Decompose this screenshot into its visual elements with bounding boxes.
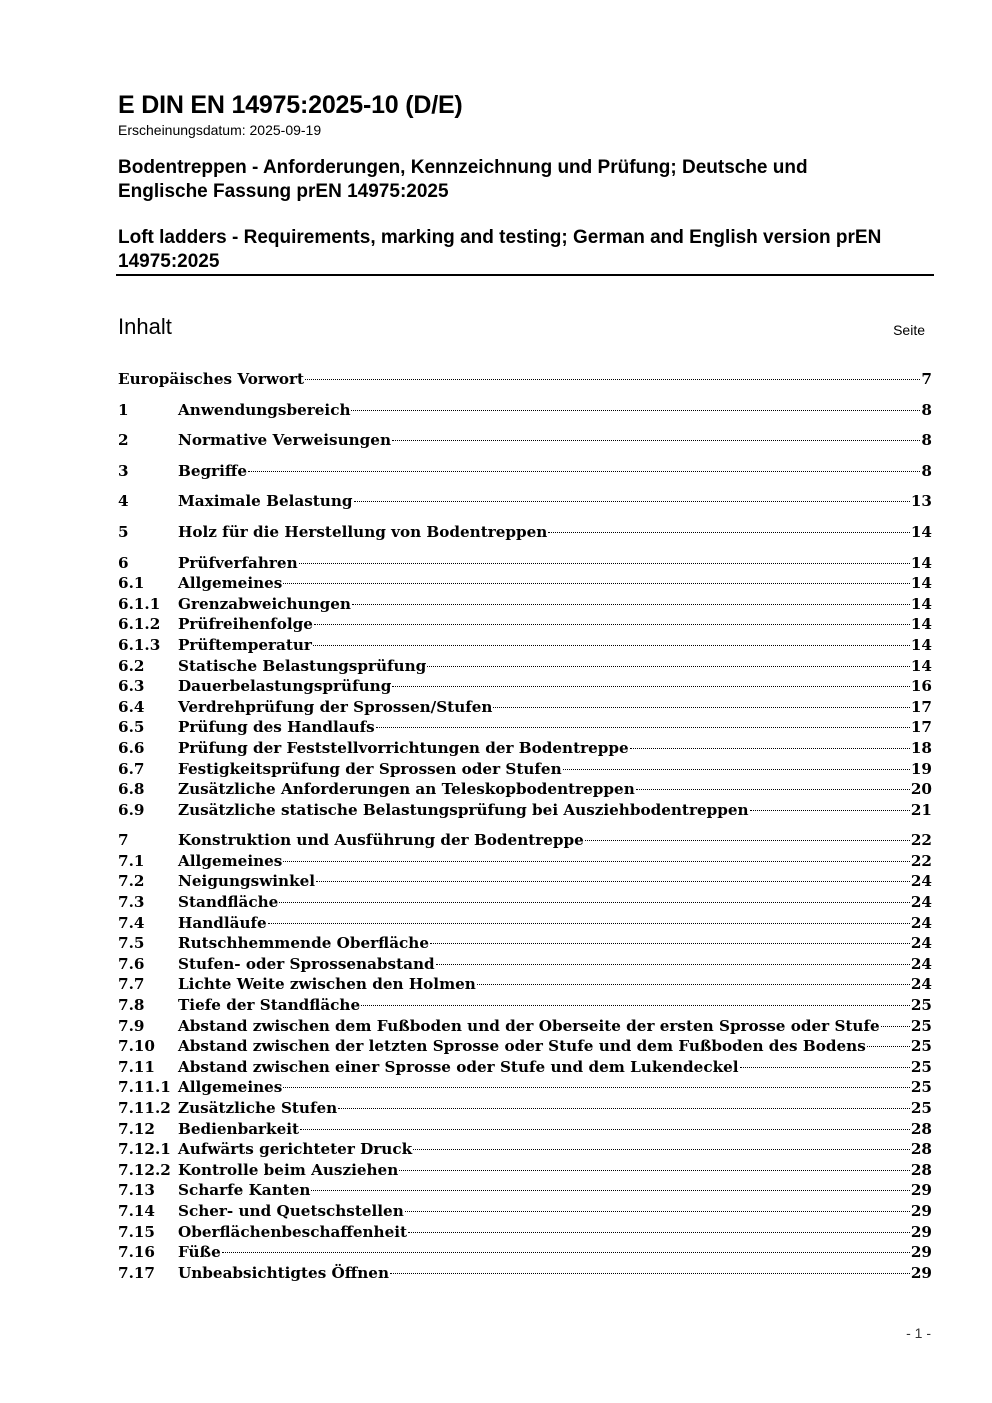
- toc-entry-number: 6.1.1: [118, 594, 161, 613]
- toc-entry-number: 7.2: [118, 872, 145, 891]
- toc-entry-number: 6.3: [118, 677, 145, 696]
- toc-entry[interactable]: [118, 635, 932, 656]
- dot-leader: [408, 1232, 910, 1233]
- toc-entry-number: 7.11.2: [118, 1099, 171, 1117]
- toc-entry-number: 7.3: [118, 893, 145, 912]
- toc-entry-title: Prüfverfahren: [178, 553, 298, 572]
- toc-entry-page: 8: [921, 400, 932, 419]
- toc-entry[interactable]: [118, 830, 932, 851]
- toc-entry[interactable]: [118, 933, 932, 954]
- page-number: - 1 -: [906, 1325, 931, 1341]
- toc-entry-page: 29: [910, 1201, 932, 1220]
- toc-entry-title: Begriffe: [178, 461, 248, 480]
- toc-entry-number: 7.11: [118, 1057, 155, 1076]
- toc-entry-number: 6.7: [118, 759, 145, 778]
- dot-leader: [313, 645, 910, 646]
- toc-entry-number: 7.7: [118, 975, 145, 994]
- toc-entry-page: 14: [910, 522, 932, 541]
- toc-entry-number: 7.15: [118, 1222, 155, 1241]
- toc-entry[interactable]: [118, 759, 932, 780]
- toc-entry-page: 16: [910, 677, 932, 696]
- toc-entry-number: 7.8: [118, 996, 145, 1015]
- toc-entry-title: Prüfung des Handlaufs: [178, 718, 375, 737]
- dot-leader: [750, 810, 910, 811]
- toc-entry-page: 14: [910, 615, 932, 634]
- toc-entry-page: 25: [910, 1057, 932, 1076]
- toc-entry[interactable]: [118, 851, 932, 872]
- dot-leader: [427, 666, 910, 667]
- toc-page-label: Seite: [893, 322, 925, 338]
- toc-entry-title: Allgemeines: [178, 1078, 283, 1097]
- dot-leader: [636, 789, 910, 790]
- toc-entry-page: 7: [921, 370, 932, 388]
- toc-entry-page: 25: [910, 996, 932, 1015]
- toc-entry[interactable]: [118, 800, 932, 821]
- dot-leader: [430, 943, 910, 944]
- toc-entry-page: 13: [910, 492, 932, 511]
- toc-entry-page: 8: [921, 461, 932, 480]
- toc-entry-title: Abstand zwischen dem Fußboden und der Oberseite der ersten Sprosse oder Stufe: [178, 1016, 880, 1035]
- dot-leader: [405, 1211, 910, 1212]
- toc-entry-title: Abstand zwischen einer Sprosse oder Stufe und dem Lukendeckel: [178, 1057, 739, 1076]
- toc-entry-page: 14: [910, 656, 932, 675]
- toc-entry-page: 29: [910, 1243, 932, 1262]
- toc-entry[interactable]: [118, 400, 932, 421]
- toc-entry-number: 5: [118, 522, 129, 541]
- toc-entry[interactable]: [118, 553, 932, 574]
- toc-entry-title: Allgemeines: [178, 574, 283, 593]
- toc-entry-title: Allgemeines: [178, 851, 283, 870]
- toc-entry-title: Zusätzliche statische Belastungsprüfung bei Ausziehbodentreppen: [178, 800, 749, 819]
- toc-entry-number: 6.2: [118, 656, 145, 675]
- toc-entry-number: 4: [118, 492, 129, 511]
- toc-entry-page: 25: [910, 1078, 932, 1097]
- dot-leader: [436, 964, 910, 965]
- toc-entry-title: Prüfreihenfolge: [178, 615, 313, 634]
- toc-entry[interactable]: [118, 1119, 932, 1140]
- toc-heading: Inhalt: [118, 314, 172, 339]
- toc-entry[interactable]: [118, 738, 932, 759]
- toc-entry-title: Standfläche: [178, 893, 279, 912]
- toc-entry-page: 28: [910, 1160, 932, 1179]
- toc-entry-title: Kontrolle beim Ausziehen: [178, 1160, 399, 1179]
- toc-entry-number: 3: [118, 461, 129, 480]
- toc-entry-number: 6: [118, 553, 129, 572]
- toc-entry[interactable]: [118, 954, 932, 975]
- toc-entry-number: 7.6: [118, 954, 145, 973]
- toc-entry-title: Bedienbarkeit: [178, 1119, 300, 1138]
- dot-leader: [881, 1026, 910, 1027]
- toc-entry-title: Zusätzliche Anforderungen an Teleskopbodentreppen: [178, 780, 635, 799]
- toc-entry-number: 6.6: [118, 738, 145, 757]
- toc-entry-page: 24: [910, 934, 932, 953]
- dot-leader: [283, 1087, 909, 1088]
- toc-entry-title: Handläufe: [178, 913, 267, 932]
- toc-entry-title: Holz für die Herstellung von Bodentreppen: [178, 522, 548, 541]
- toc-entry-title: Scharfe Kanten: [178, 1181, 311, 1200]
- dot-leader: [585, 840, 910, 841]
- toc-entry[interactable]: [118, 1263, 932, 1284]
- toc-entry-number: 7.4: [118, 913, 145, 932]
- toc-entry[interactable]: [118, 522, 932, 543]
- toc-entry-number: 7.16: [118, 1243, 155, 1262]
- toc-entry[interactable]: [118, 676, 932, 697]
- toc-entry[interactable]: [118, 1016, 932, 1037]
- dot-leader: [338, 1108, 910, 1109]
- toc-entry-number: 6.8: [118, 780, 145, 799]
- toc-entry-page: 17: [910, 718, 932, 737]
- dot-leader: [316, 881, 910, 882]
- toc-entry-title: Normative Verweisungen: [178, 431, 392, 450]
- toc-entry-number: 2: [118, 431, 129, 450]
- toc-entry-page: 8: [921, 431, 932, 450]
- toc-entry-page: 20: [910, 780, 932, 799]
- toc-entry[interactable]: [118, 913, 932, 934]
- toc-entry-page: 22: [910, 851, 932, 870]
- toc-entry-title: Scher- und Quetschstellen: [178, 1201, 404, 1220]
- dot-leader: [351, 410, 920, 411]
- toc-entry-number: 7.11.1: [118, 1078, 171, 1097]
- toc-entry-page: 29: [910, 1263, 932, 1282]
- dot-leader: [300, 1129, 910, 1130]
- toc-entry-number: 6.1: [118, 574, 145, 593]
- toc-entry[interactable]: [118, 697, 932, 718]
- toc-entry[interactable]: [118, 1098, 932, 1119]
- toc-entry-title: Tiefe der Standfläche: [178, 996, 361, 1015]
- title-english: Loft ladders - Requirements, marking and testing; German and English version prEN 14975:2025: [118, 227, 882, 272]
- toc-entry-number: 7.17: [118, 1263, 155, 1282]
- toc-entry-page: 19: [910, 759, 932, 778]
- toc-entry[interactable]: [118, 430, 932, 451]
- header-divider: [116, 274, 934, 276]
- title-german: Bodentreppen - Anforderungen, Kennzeichnung und Prüfung; Deutsche und Englische Fassung prEN 14975:2025: [118, 157, 808, 202]
- dot-leader: [305, 379, 920, 380]
- dot-leader: [268, 923, 910, 924]
- dot-leader: [311, 1190, 909, 1191]
- toc-entry-title: Konstruktion und Ausführung der Bodentreppe: [178, 831, 584, 850]
- dot-leader: [493, 707, 909, 708]
- toc-entry-page: 25: [910, 1037, 932, 1056]
- toc-entry-title: Neigungswinkel: [178, 872, 316, 891]
- dot-leader: [392, 440, 920, 441]
- toc-entry-page: 21: [910, 800, 932, 819]
- toc-entry-page: 24: [910, 954, 932, 973]
- dot-leader: [867, 1046, 910, 1047]
- toc-entry-page: 29: [910, 1222, 932, 1241]
- toc-entry[interactable]: [118, 779, 932, 800]
- toc-entry-title: Abstand zwischen der letzten Sprosse oder Stufe und dem Fußboden des Bodens: [178, 1037, 866, 1056]
- document-header: [118, 90, 934, 274]
- toc-entry-number: 7.12.1: [118, 1140, 171, 1159]
- toc-entry-title: Europäisches Vorwort: [118, 370, 305, 388]
- toc-entry-number: 7.12.2: [118, 1160, 171, 1179]
- toc-entry-page: 25: [910, 1099, 932, 1117]
- toc-entry-title: Stufen- oder Sprossenabstand: [178, 954, 435, 973]
- toc-entry-page: 14: [910, 553, 932, 572]
- toc-entry[interactable]: [118, 656, 932, 677]
- toc-entry-page: 14: [910, 574, 932, 593]
- toc-entry-page: 28: [910, 1119, 932, 1138]
- toc-entry-page: 24: [910, 893, 932, 912]
- toc-entry-page: 14: [910, 594, 932, 613]
- toc-entry-number: 7.14: [118, 1201, 155, 1220]
- toc-entry[interactable]: [118, 1139, 932, 1160]
- toc-entry-title: Prüftemperatur: [178, 635, 312, 654]
- dot-leader: [283, 861, 909, 862]
- toc-entry-number: 6.9: [118, 800, 145, 819]
- toc-entry-title: Lichte Weite zwischen den Holmen: [178, 975, 476, 994]
- toc-entry-number: 7.5: [118, 934, 145, 953]
- toc-entry[interactable]: [118, 491, 932, 512]
- toc-entry-page: 25: [910, 1016, 932, 1035]
- dot-leader: [361, 1005, 910, 1006]
- dot-leader: [392, 686, 910, 687]
- toc-entry[interactable]: [118, 1222, 932, 1243]
- toc-entry-number: 1: [118, 400, 129, 419]
- toc-entry-title: Zusätzliche Stufen: [178, 1099, 338, 1117]
- toc-entry-number: 7.10: [118, 1037, 155, 1056]
- toc-entry-title: Anwendungsbereich: [178, 400, 351, 419]
- toc-entry-title: Unbeabsichtigtes Öffnen: [178, 1263, 390, 1282]
- toc-entry-page: 24: [910, 975, 932, 994]
- toc-entry-title: Statische Belastungsprüfung: [178, 656, 427, 675]
- dot-leader: [413, 1149, 910, 1150]
- toc-entry-title: Maximale Belastung: [178, 492, 353, 511]
- dot-leader: [248, 471, 920, 472]
- dot-leader: [548, 532, 910, 533]
- toc-entry-number: 6.1.3: [118, 635, 161, 654]
- document-id: E DIN EN 14975:2025-10 (D/E): [118, 91, 463, 119]
- dot-leader: [279, 902, 910, 903]
- dot-leader: [477, 984, 910, 985]
- toc-entry[interactable]: [118, 369, 932, 390]
- toc-entry-page: 28: [910, 1140, 932, 1159]
- toc-entry[interactable]: [118, 614, 932, 635]
- dot-leader: [222, 1252, 910, 1253]
- toc-entry-title: Grenzabweichungen: [178, 594, 351, 613]
- toc-entry-page: 18: [910, 738, 932, 757]
- toc-entry-title: Festigkeitsprüfung der Sprossen oder Stufen: [178, 759, 562, 778]
- toc-entry[interactable]: [118, 717, 932, 738]
- toc-entry[interactable]: [118, 995, 932, 1016]
- toc-entry[interactable]: [118, 1077, 932, 1098]
- dot-leader: [390, 1273, 910, 1274]
- toc-entry-number: 7.13: [118, 1181, 155, 1200]
- toc-entry-title: Füße: [178, 1243, 221, 1262]
- toc-entry-page: 14: [910, 635, 932, 654]
- toc-entry[interactable]: [118, 1201, 932, 1222]
- toc-entry-number: 7.9: [118, 1016, 145, 1035]
- toc-entry[interactable]: [118, 1180, 932, 1201]
- toc-entry-page: 24: [910, 913, 932, 932]
- toc-entry-title: Prüfung der Feststellvorrichtungen der Bodentreppe: [178, 738, 629, 757]
- dot-leader: [354, 501, 910, 502]
- toc-entry[interactable]: [118, 594, 932, 615]
- toc-entry-page: 24: [910, 872, 932, 891]
- toc-entry[interactable]: [118, 1242, 932, 1263]
- toc-entry-number: 7.12: [118, 1119, 155, 1138]
- toc-entry-title: Rutschhemmende Oberfläche: [178, 934, 429, 953]
- dot-leader: [283, 583, 909, 584]
- toc-entry[interactable]: [118, 1160, 932, 1181]
- publication-date: Erscheinungsdatum: 2025-09-19: [118, 122, 322, 138]
- dot-leader: [630, 748, 910, 749]
- toc-entry[interactable]: [118, 974, 932, 995]
- toc-entry-title: Dauerbelastungsprüfung: [178, 677, 392, 696]
- dot-leader: [563, 769, 910, 770]
- toc-entry-number: 7.1: [118, 851, 145, 870]
- dot-leader: [740, 1067, 910, 1068]
- toc-entry-page: 17: [910, 697, 932, 716]
- toc-entry[interactable]: [118, 871, 932, 892]
- toc-entry[interactable]: [118, 461, 932, 482]
- dot-leader: [314, 624, 910, 625]
- dot-leader: [399, 1170, 910, 1171]
- toc-entry-number: 6.1.2: [118, 615, 161, 634]
- toc-entry-number: 6.5: [118, 718, 145, 737]
- dot-leader: [299, 563, 910, 564]
- toc-entry[interactable]: [118, 1036, 932, 1057]
- dot-leader: [376, 727, 910, 728]
- toc-entry[interactable]: [118, 892, 932, 913]
- table-of-contents: [118, 369, 932, 1283]
- toc-entry-page: 29: [910, 1181, 932, 1200]
- toc-entry-number: 7: [118, 831, 129, 850]
- toc-entry[interactable]: [118, 1057, 932, 1078]
- toc-entry-title: Verdrehprüfung der Sprossen/Stufen: [178, 697, 493, 716]
- toc-entry-title: Aufwärts gerichteter Druck: [178, 1140, 413, 1159]
- toc-entry-page: 22: [910, 831, 932, 850]
- toc-entry-number: 6.4: [118, 697, 145, 716]
- toc-entry[interactable]: [118, 573, 932, 594]
- dot-leader: [352, 604, 910, 605]
- toc-entry-title: Oberflächenbeschaffenheit: [178, 1222, 408, 1241]
